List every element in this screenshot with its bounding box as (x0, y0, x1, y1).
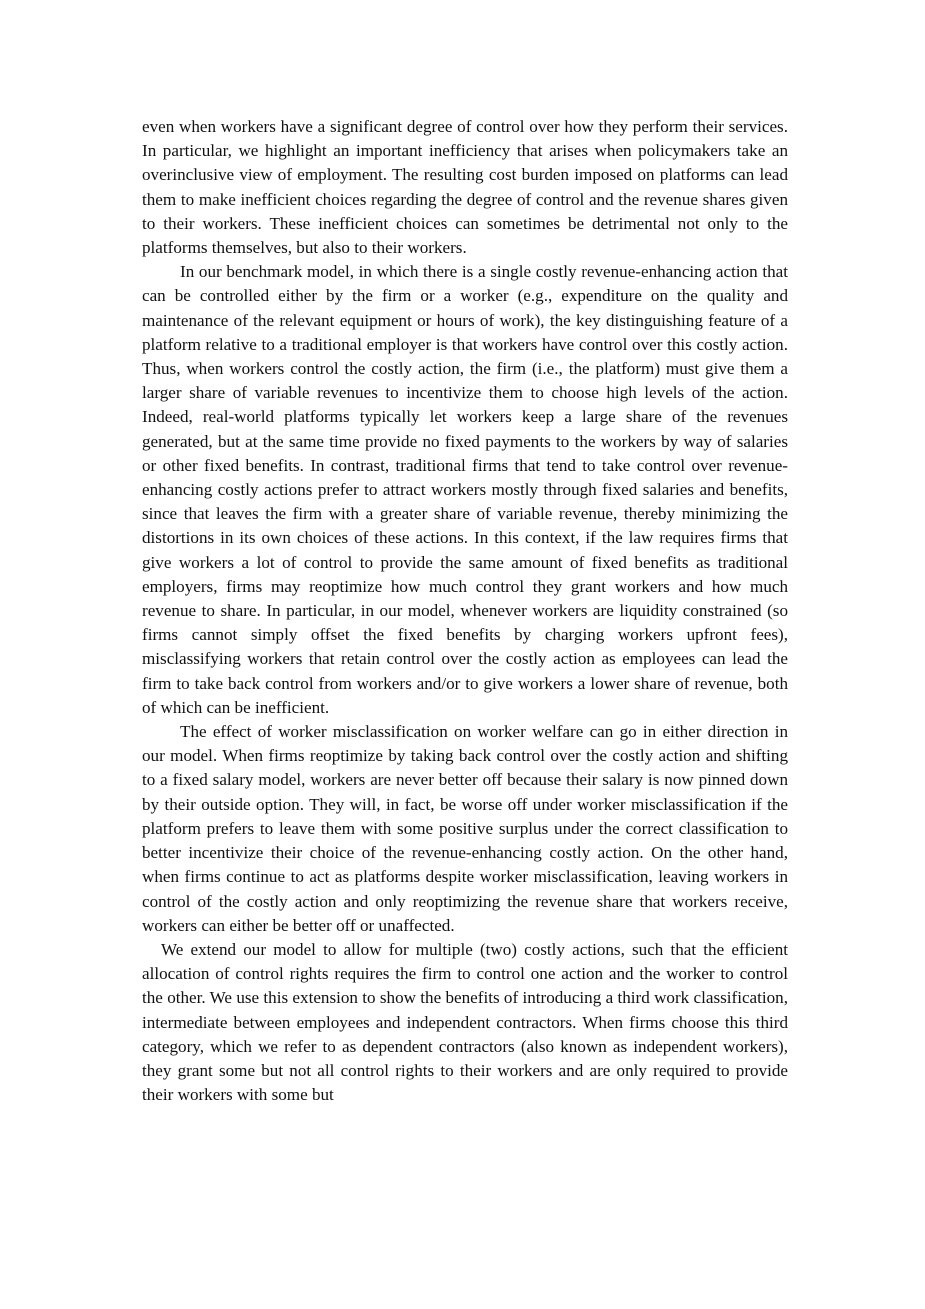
paragraph-extension: We extend our model to allow for multiple (two) costly actions, such that the efficient allocation of control rights requires the firm to control one action and the worker to control the other. We use this extension to show the benefits of introducing a third work classification, intermediate between employees and independent contractors. When firms choose this third category, which we refer to as dependent contractors (also known as independent workers), they grant some but not all control rights to their workers and are only required to provide their workers with some but (142, 939, 788, 1105)
paragraph-continuation: even when workers have a significant degree of control over how they perform their services. In particular, we highlight an important inefficiency that arises when policymakers take an overinclusive view of employment. The resulting cost burden imposed on platforms can lead them to make inefficient choices regarding the degree of control and the revenue shares given to their workers. These inefficient choices can sometimes be detrimental not only to the platforms themselves, but also to their workers. (142, 117, 788, 258)
paragraph-worker-welfare: The effect of worker misclassification on worker welfare can go in either direction in our model. When firms reoptimize by taking back control over the costly action and shifting to a fixed salary model, workers are never better off because their salary is now pinned down by their outside option. They will, in fact, be worse off under worker misclassification if the platform prefers to leave them with some positive surplus under the correct classification to better incentivize their choice of the revenue-enhancing costly action. On the other hand, when firms continue to act as platforms despite worker misclassification, leaving workers in control of the costly action and only reoptimizing the revenue share that workers receive, workers can either be better off or unaffected. (142, 722, 788, 935)
paragraph-benchmark-model: In our benchmark model, in which there is a single costly revenue-enhancing action that can be controlled either by the firm or a worker (e.g., expenditure on the quality and maintenance of the relevant equipment or hours of work), the key distinguishing feature of a platform relative to a traditional employer is that workers have control over this costly action. Thus, when workers control the costly action, the firm (i.e., the platform) must give them a larger share of variable revenues to incentivize them to choose high levels of the action. Indeed, real-world platforms typically let workers keep a large share of the revenues generated, but at the same time provide no fixed payments to the workers by way of salaries or other fixed benefits. In contrast, traditional firms that tend to take control over revenue-enhancing costly actions prefer to attract workers mostly through fixed salaries and benefits, since that leaves the firm with a greater share of variable revenue, thereby minimizing the distortions in its own choices of these actions. In this context, if the law requires firms that give workers a lot of control to provide the same amount of fixed benefits as traditional employers, firms may reoptimize how much control they grant workers and how much revenue to share. In particular, in our model, whenever workers are liquidity constrained (so firms cannot simply offset the fixed benefits by charging workers upfront fees), misclassifying workers that retain control over the costly action as employees can lead the firm to take back control from workers and/or to give workers a lower share of revenue, both of which can be inefficient. (142, 262, 788, 717)
document-body (142, 115, 788, 1107)
